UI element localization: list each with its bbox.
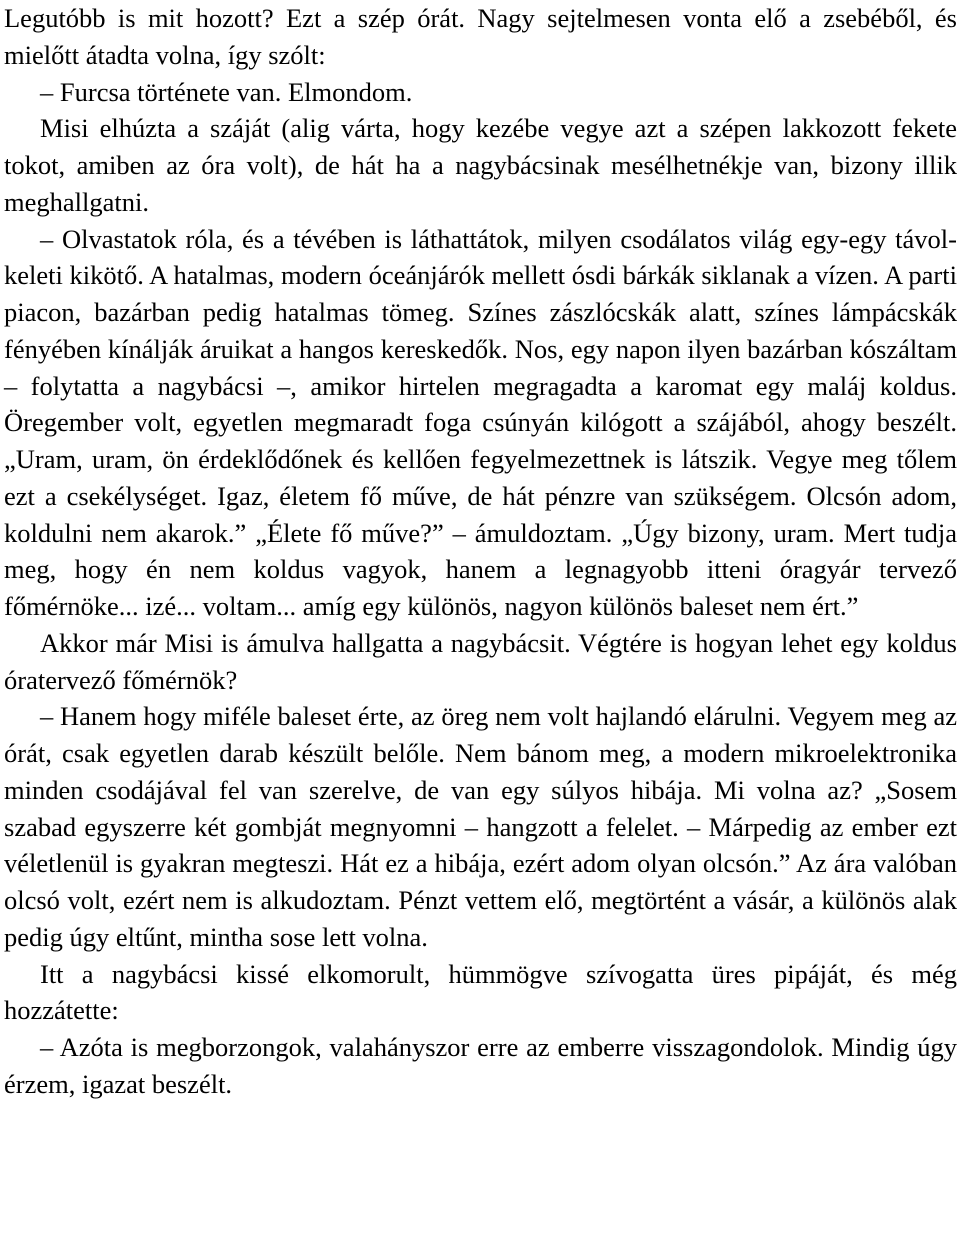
paragraph: Legutóbb is mit hozott? Ezt a szép órát. Nagy sejtelmesen vonta elő a zsebéből, és mielőtt átadta volna, így szólt:	[4, 3, 957, 70]
paragraph: – Olvastatok róla, és a tévében is láthattátok, milyen csodálatos világ egy-egy távol-keleti kikötő. A hatalmas, modern óceánjárók mellett ósdi bárkák siklanak a vízen. A parti piacon, bazárban pedig hatalmas tömeg. Színes zászlócskák alatt, színes lámpácskák fényében kínálják áruikat a hangos kereskedők. Nos, egy napon ilyen bazárban kószáltam – folytatta a nagybácsi –, amikor hirtelen megragadta a karomat egy maláj koldus. Öregember volt, egyetlen megmaradt foga csúnyán kilógott a szájából, ahogy beszélt. „Uram, uram, ön érdeklődőnek és kellően fegyelmezettnek is látszik. Vegye meg tőlem ezt a csekélységet. Igaz, életem fő műve, de hát pénzre van szükségem. Olcsón adom, koldulni nem akarok.” „Élete fő műve?” – ámuldoztam. „Úgy bizony, uram. Mert tudja meg, hogy én nem koldus vagyok, hanem a legnagyobb itteni óragyár tervező főmérnöke... izé... voltam... amíg egy különös, nagyon különös baleset nem ért.”	[4, 223, 957, 621]
paragraph: Itt a nagybácsi kissé elkomorult, hümmögve szívogatta üres pipáját, és még hozzátette:	[4, 958, 957, 1026]
paragraph: – Hanem hogy miféle baleset érte, az öreg nem volt hajlandó elárulni. Vegyem meg az órát, csak egyetlen darab készült belőle. Nem bánom meg, a modern mikroelektronika minden csodájával fel van szerelve, de van egy súlyos hibája. Mi volna az? „Sosem szabad egyszerre két gombját megnyomni – hangzott a felelet. – Márpedig az ember ezt véletlenül is gyakran megteszi. Hát ez a hibája, ezért adom olyan olcsón.” Az ára valóban olcsó volt, ezért nem is alkudoztam. Pénzt vettem elő, megtörtént a vásár, a különös alak pedig úgy eltűnt, mintha sose lett volna.	[4, 701, 957, 952]
paragraph: – Furcsa története van. Elmondom.	[40, 76, 413, 107]
paragraph: – Azóta is megborzongok, valahányszor erre az emberre visszagondolok. Mindig úgy érzem, igazat beszélt.	[4, 1032, 957, 1099]
paragraph: Misi elhúzta a száját (alig várta, hogy kezébe vegye azt a szépen lakkozott fekete tokot, amiben az óra volt), de hát ha a nagybácsinak mesélhetnékje van, bizony illik meghallgatni.	[4, 113, 957, 217]
paragraph: Akkor már Misi is ámulva hallgatta a nagybácsit. Végtére is hogyan lehet egy koldus óratervező főmérnök?	[4, 627, 957, 695]
